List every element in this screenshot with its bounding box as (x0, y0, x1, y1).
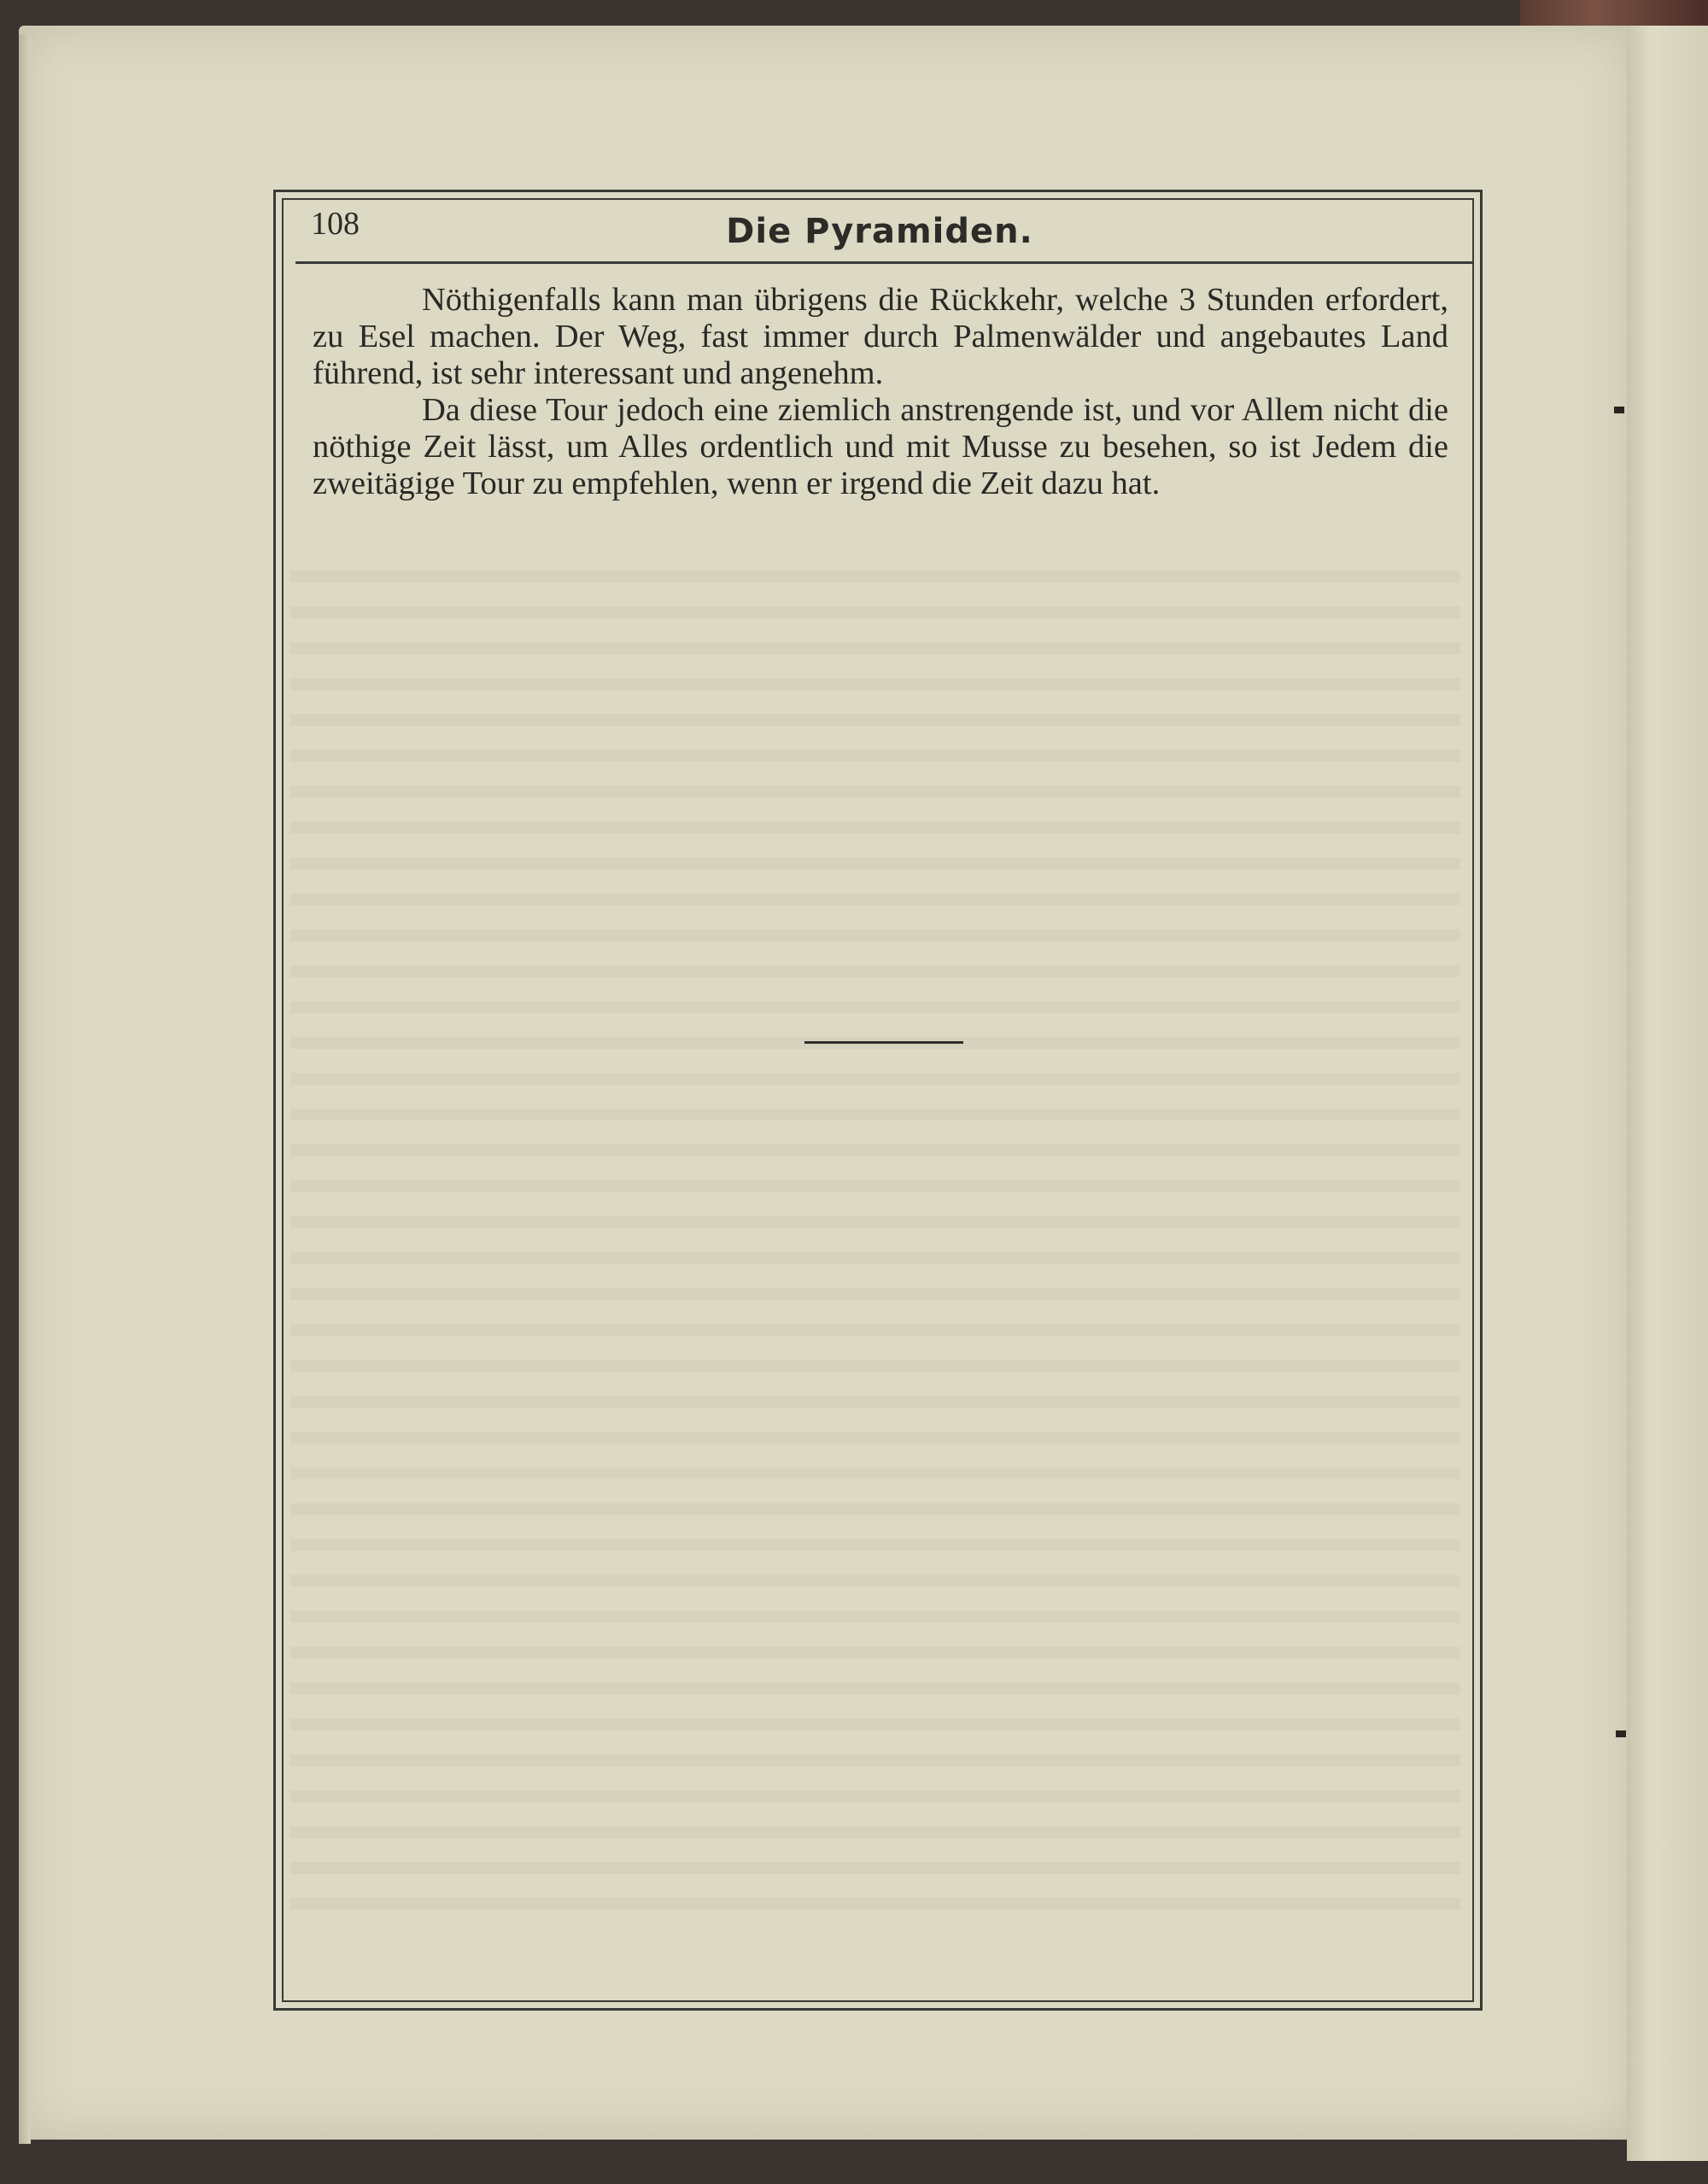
section-end-rule (804, 1041, 963, 1044)
paragraph: Da diese Tour jedoch eine ziemlich anstrengende ist, und vor Allem nicht die nöthige Zeit lässt, um Alles ordentlich und mit Musse zu besehen, so ist Jedem die zweitägige Tour zu empfehlen, wenn er irgend die Zeit dazu hat. (313, 392, 1448, 501)
page-number: 108 (311, 206, 360, 242)
paragraph: Nöthigenfalls kann man übrigens die Rückkehr, welche 3 Stunden erfordert, zu Esel machen. Der Weg, fast immer durch Palmenwälder und angebautes Land führend, ist sehr interessant und angenehm. (313, 282, 1448, 391)
page-edge-shadow (19, 34, 31, 2144)
page-gutter (1627, 26, 1708, 2161)
header-rule (295, 261, 1474, 264)
running-title: Die Pyramiden. (726, 212, 1033, 251)
body-text (313, 282, 1448, 502)
binding-thread-mark (1614, 407, 1624, 413)
binding-thread-mark (1616, 1730, 1626, 1737)
